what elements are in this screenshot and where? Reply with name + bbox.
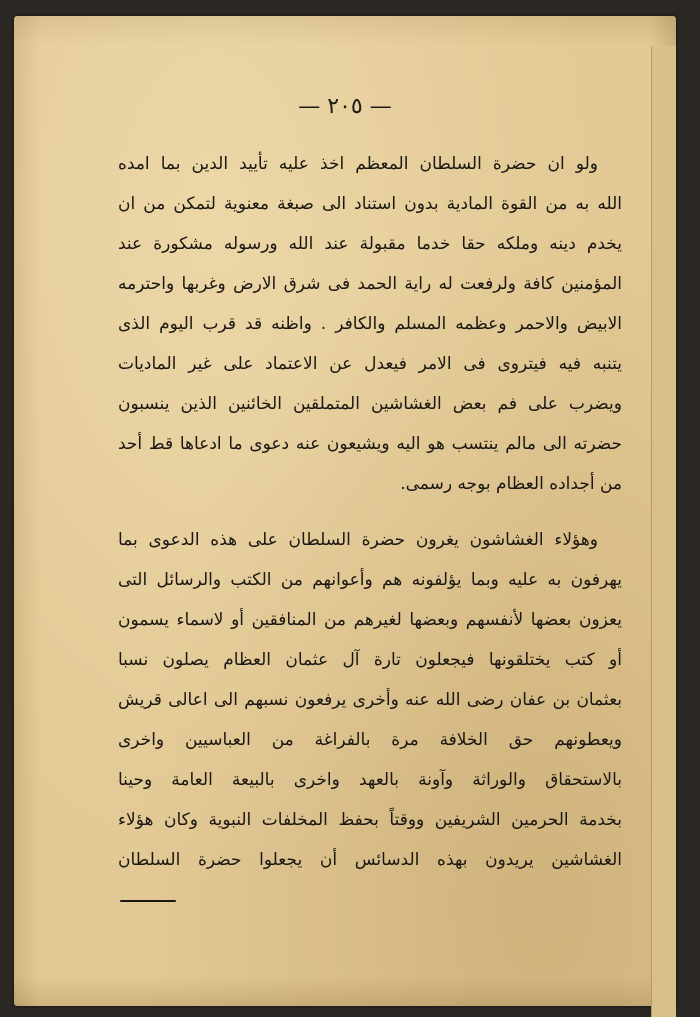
paragraph-2-line-7: بالاستحقاق والوراثة وآونة بالعهد واخرى بالبيعة العامة وحينا: [118, 770, 622, 790]
paragraph-1-line-4: المؤمنين كافة ولرفعت له راية الحمد فى شرق الارض وغربها واحترمه: [118, 274, 622, 294]
body-text: [118, 144, 622, 880]
paragraph-1-line-5: الابيض والاحمر وعظمه المسلم والكافر . واظنه قد قرب اليوم الذى: [118, 314, 622, 334]
paragraph-2-line-8: بخدمة الحرمين الشريفين ووقتاً بحفظ المخلفات النبوية وكان هؤلاء: [118, 810, 622, 830]
paragraph-2-line-3: يعزون بعضها لأنفسهم وبعضها لغيرهم من المنافقين أو لاسماء يسمون: [118, 610, 622, 630]
page-number: — ٢٠٥ —: [298, 94, 392, 119]
next-page-edge: [651, 46, 676, 1017]
paragraph-1-line-2: الله به من القوة المادية بدون استناد الى صبغة معنوية لتمكن من ان: [118, 194, 622, 214]
paragraph-1-line-1: ولو ان حضرة السلطان المعظم اخذ عليه تأييد الدين بما امده: [118, 154, 598, 174]
paragraph-2-line-1: وهؤلاء الغشاشون يغرون حضرة السلطان على هذه الدعوى بما: [118, 530, 598, 550]
paragraph-2-line-5: بعثمان بن عفان رضى الله عنه وأخرى يرفعون نسبهم الى اعالى قريش: [118, 690, 622, 710]
paragraph-1-line-9: من أجداده العظام بوجه رسمى.: [400, 474, 622, 494]
paragraph-2-line-6: ويعطونهم حق الخلافة مرة بالفراغة من العباسيين واخرى: [118, 730, 622, 750]
paragraph-2-line-2: يهرفون به عليه وبما يؤلفونه هم وأعوانهم من الكتب والرسائل التى: [118, 570, 622, 590]
paragraph-gap: [118, 504, 622, 520]
paragraph-2-line-4: أو كتب يختلقونها فيجعلون تارة آل عثمان العظام يصلون نسبا: [118, 650, 622, 670]
paragraph-2-line-9: الغشاشين يريدون بهذه الدسائس أن يجعلوا حضرة السلطان: [118, 850, 622, 870]
catchword-stroke: [120, 900, 176, 902]
paragraph-1-line-8: حضرته الى مالم ينتسب هو اليه ويشيعون عنه دعوى ما ادعاها قط أحد: [118, 434, 622, 454]
paragraph-1-line-7: ويضرب على فم بعض الغشاشين المتملقين الخائنين الذين ينسبون: [118, 394, 622, 414]
paper-page: [14, 16, 676, 1006]
paragraph-1-line-6: يتنبه فيه فيتروى فى الامر فيعدل عن الاعتماد على غير الماديات: [118, 354, 622, 374]
paragraph-1-line-3: يخدم دينه وملكه حقا خدما مقبولة عند الله ورسوله مشكورة عند: [118, 234, 622, 254]
